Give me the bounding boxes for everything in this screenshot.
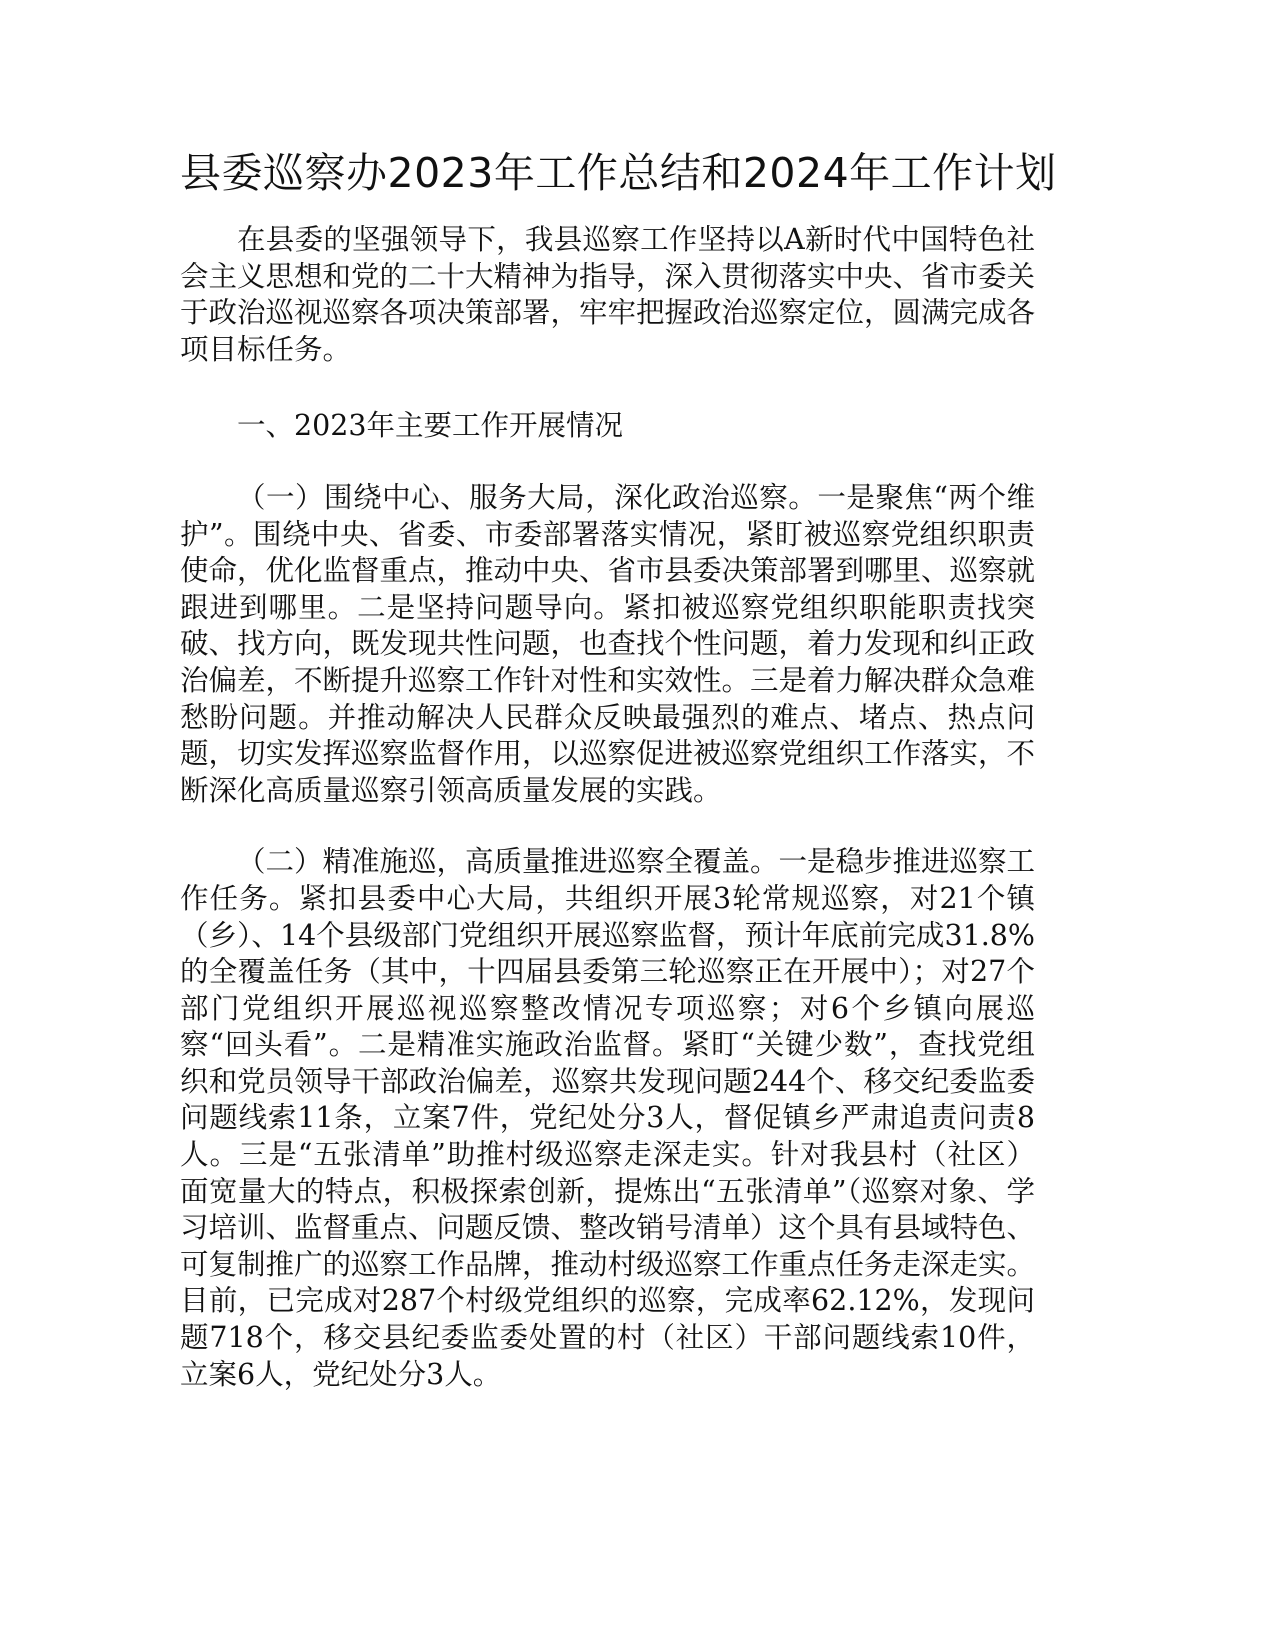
document-body (180, 222, 1035, 1393)
section-1-paragraph: （一）围绕中心、服务大局，深化政治巡察。一是聚焦“两个维护”。围绕中央、省委、市委部署落实情况，紧盯被巡察党组织职责使命，优化监督重点，推动中央、省市县委决策部署到哪里、巡察就跟进到哪里。二是坚持问题导向。紧扣被巡察党组织职能职责找突破、找方向，既发现共性问题，也查找个性问题，着力发现和纠正政治偏差，不断提升巡察工作针对性和实效性。三是着力解决群众急难愁盼问题。并推动解决人民群众反映最强烈的难点、堵点、热点问题，切实发挥巡察监督作用，以巡察促进被巡察党组织工作落实，不断深化高质量巡察引领高质量发展的实践。 (180, 480, 1036, 807)
section-2-paragraph: （二）精准施巡，高质量推进巡察全覆盖。一是稳步推进巡察工作任务。紧扣县委中心大局，共组织开展3轮常规巡察，对21个镇（乡）、14个县级部门党组织开展巡察监督，预计年底前完成31.8%的全覆盖任务（其中，十四届县委第三轮巡察正在开展中）；对27个部门党组织开展巡视巡察整改情况专项巡察；对6个乡镇向展巡察“回头看”。二是精准实施政治监督。紧盯“关键少数”，查找党组织和党员领导干部政治偏差，巡察共发现问题244个、移交纪委监委问题线索11条，立案7件，党纪处分3人，督促镇乡严肃追责问责8人。三是“五张清单”助推村级巡察走深走实。针对我县村（社区）面宽量大的特点，积极探索创新，提炼出“五张清单”（巡察对象、学习培训、监督重点、问题反馈、整改销号清单）这个具有县域特色、可复制推广的巡察工作品牌，推动村级巡察工作重点任务走深走实。目前，已完成对287个村级党组织的巡察，完成率62.12%，发现问题718个，移交县纪委监委处置的村（社区）干部问题线索10件，立案6人，党纪处分3人。 (180, 845, 1036, 1391)
document-title: 县委巡察办2023年工作总结和2024年工作计划 (180, 149, 1057, 197)
section-heading-1: 一、2023年主要工作开展情况 (237, 409, 624, 443)
intro-paragraph: 在县委的坚强领导下，我县巡察工作坚持以A新时代中国特色社会主义思想和党的二十大精神为指导，深入贯彻落实中央、省市委关于政治巡视巡察各项决策部署，牢牢把握政治巡察定位，圆满完成各项目标任务。 (180, 223, 1036, 366)
